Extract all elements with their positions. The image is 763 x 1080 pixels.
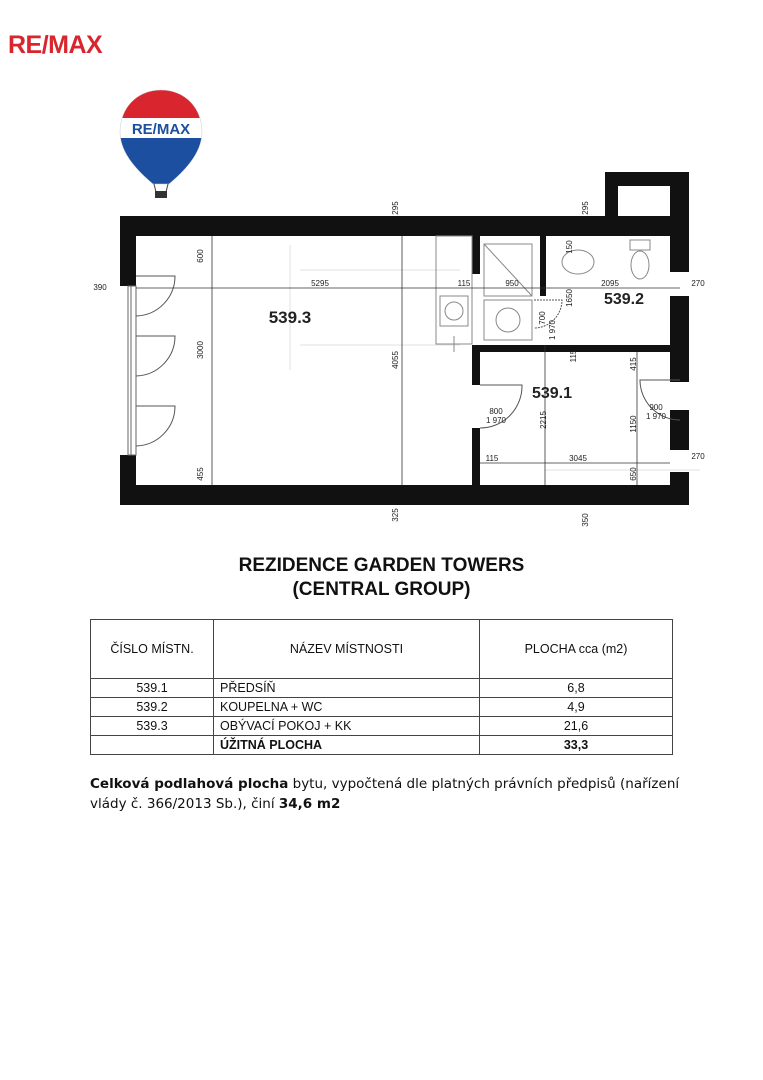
dimension-label: 4055 xyxy=(391,351,400,369)
remax-logo: RE/MAX xyxy=(8,31,103,59)
room-label: 539.1 xyxy=(531,385,573,402)
table-header-row xyxy=(91,620,673,679)
floor-plan xyxy=(0,160,763,540)
room-label: 539.3 xyxy=(268,308,312,327)
room-number: 539.3 xyxy=(91,717,214,736)
dimension-label: 950 xyxy=(505,279,519,288)
room-area: 21,6 xyxy=(480,717,673,736)
room-name: PŘEDSÍŇ xyxy=(214,679,480,698)
dimension-label: 3000 xyxy=(196,341,205,359)
header-room-number: ČÍSLO MÍSTN. xyxy=(91,620,214,679)
dimension-label: 295 xyxy=(581,201,590,215)
note-bold-value: 34,6 m2 xyxy=(278,796,341,812)
dimension-label: 115 xyxy=(457,279,471,288)
room-name: OBÝVACÍ POKOJ + KK xyxy=(214,717,480,736)
header-area: PLOCHA cca (m2) xyxy=(480,620,673,679)
room-area: 6,8 xyxy=(480,679,673,698)
dimension-label: 1650 xyxy=(565,289,574,307)
note-text: bytu, vypočtená dle platných právních předpisů (nařízení vlády č. 366/2013 Sb.), činí xyxy=(90,776,680,812)
dimension-label: 270 xyxy=(691,452,705,461)
dimension-label: 900 xyxy=(649,403,663,412)
room-number: 539.1 xyxy=(91,679,214,698)
total-area: 33,3 xyxy=(480,736,673,755)
dimension-label: 700 xyxy=(538,311,547,325)
note-bold-lead: Celková podlahová plocha xyxy=(90,776,289,792)
room-label: 539.2 xyxy=(603,291,645,308)
table-total-row xyxy=(91,736,673,755)
dimension-label: 1 970 xyxy=(485,416,507,425)
dimension-label: 415 xyxy=(629,357,638,371)
dimension-label: 800 xyxy=(489,407,503,416)
dimension-label: 390 xyxy=(93,283,107,292)
dimension-label: 115 xyxy=(569,349,578,363)
dimension-label: 3045 xyxy=(569,454,587,463)
project-title: REZIDENCE GARDEN TOWERS xyxy=(238,555,525,576)
total-number xyxy=(91,736,214,755)
dimension-label: 1150 xyxy=(629,415,638,433)
dimension-label: 270 xyxy=(691,279,705,288)
dimension-label: 325 xyxy=(391,508,400,522)
table-row xyxy=(91,698,673,717)
dimension-label: 2095 xyxy=(601,279,619,288)
dimension-label: 1 970 xyxy=(548,319,557,341)
dimension-label: 150 xyxy=(565,240,574,254)
project-subtitle: (CENTRAL GROUP) xyxy=(292,579,471,600)
dimension-label: 5295 xyxy=(311,279,329,288)
balloon-text: RE/MAX xyxy=(131,121,191,138)
dimension-label: 600 xyxy=(196,249,205,263)
room-number: 539.2 xyxy=(91,698,214,717)
room-area: 4,9 xyxy=(480,698,673,717)
room-name: KOUPELNA + WC xyxy=(214,698,480,717)
dimension-label: 650 xyxy=(629,467,638,481)
total-floor-area-note xyxy=(90,774,690,814)
dimension-label: 115 xyxy=(485,454,499,463)
dimension-label: 455 xyxy=(196,467,205,481)
dimension-label: 1 970 xyxy=(645,412,667,421)
dimension-label: 2215 xyxy=(539,411,548,429)
total-label: ÚŽITNÁ PLOCHA xyxy=(214,736,480,755)
room-area-table xyxy=(90,619,673,755)
header-room-name: NÁZEV MÍSTNOSTI xyxy=(214,620,480,679)
dimension-label: 350 xyxy=(581,513,590,527)
table-row xyxy=(91,717,673,736)
table-row xyxy=(91,679,673,698)
dimension-label: 295 xyxy=(391,201,400,215)
